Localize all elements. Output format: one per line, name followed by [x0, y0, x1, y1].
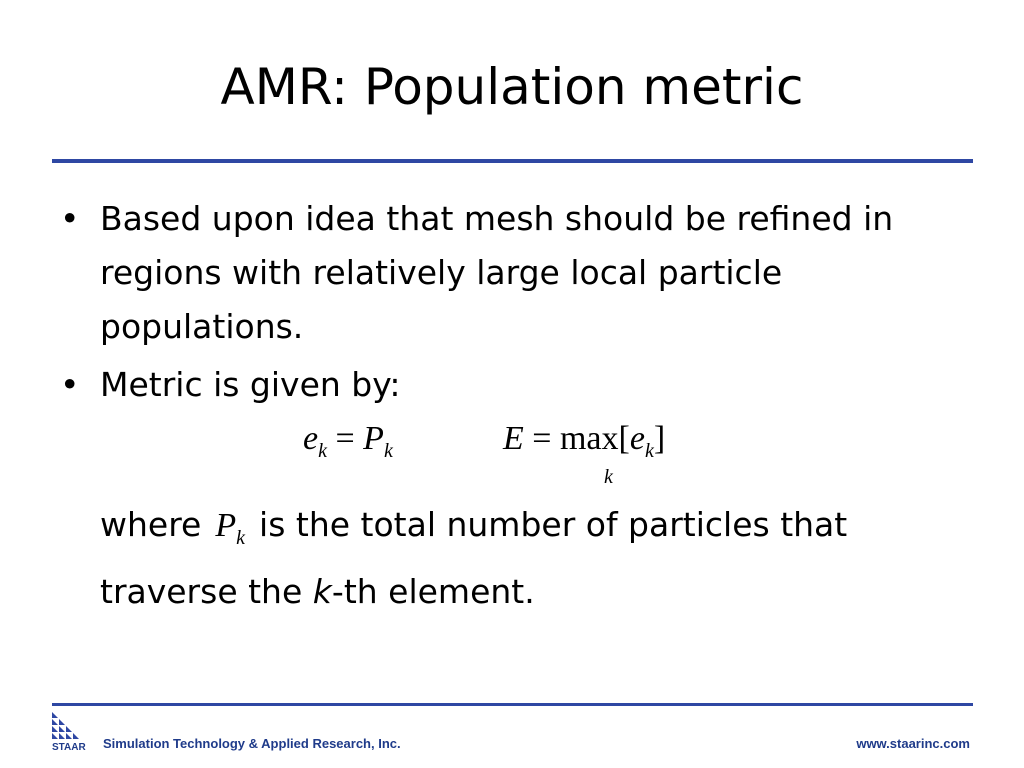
eq-symbol: P [363, 420, 384, 457]
where-suffix: -th element. [331, 571, 535, 611]
bullet-text: Metric is given by: [100, 365, 401, 404]
bullet-dot-icon: • [60, 199, 80, 238]
equation-ek [303, 420, 393, 463]
where-clause [100, 498, 980, 619]
eq-subscript: k [383, 439, 393, 462]
title-divider [52, 159, 973, 163]
equation-E [503, 420, 665, 463]
where-k: k [312, 571, 332, 611]
website-link[interactable]: www.staarinc.com [856, 736, 970, 751]
eq-bracket-close: ] [653, 420, 666, 457]
slide-title: AMR: Population metric [220, 58, 804, 116]
logo-text: STAAR [52, 742, 86, 752]
eq-equals: = [335, 420, 355, 457]
eq-max: max [559, 420, 619, 457]
eq-symbol: e [303, 420, 319, 457]
bullet-text: Based upon idea that mesh should be refined in regions with relatively large local particle populations. [100, 199, 894, 346]
eq-bracket-open: [ [618, 420, 630, 457]
eq-equals: = [532, 420, 552, 457]
bullet-item [60, 192, 960, 354]
eq-subscript: k [644, 439, 654, 462]
eq-subscript: k [318, 439, 327, 462]
staar-logo-icon [52, 712, 96, 752]
where-symbol [201, 507, 259, 549]
footer-divider [52, 703, 973, 706]
where-prefix: where [100, 505, 202, 544]
company-name: Simulation Technology & Applied Research, Inc. [103, 736, 401, 751]
max-subscript: k [604, 466, 613, 488]
bullet-list [60, 192, 960, 412]
eq-symbol: E [503, 420, 524, 457]
bullet-item [60, 358, 960, 412]
where-middle: is the total number of particles that traverse the [100, 505, 848, 611]
bullet-dot-icon: • [60, 365, 80, 404]
pk-subscript: k [236, 526, 246, 549]
pk-symbol: P [215, 507, 237, 544]
eq-symbol: e [629, 420, 645, 457]
